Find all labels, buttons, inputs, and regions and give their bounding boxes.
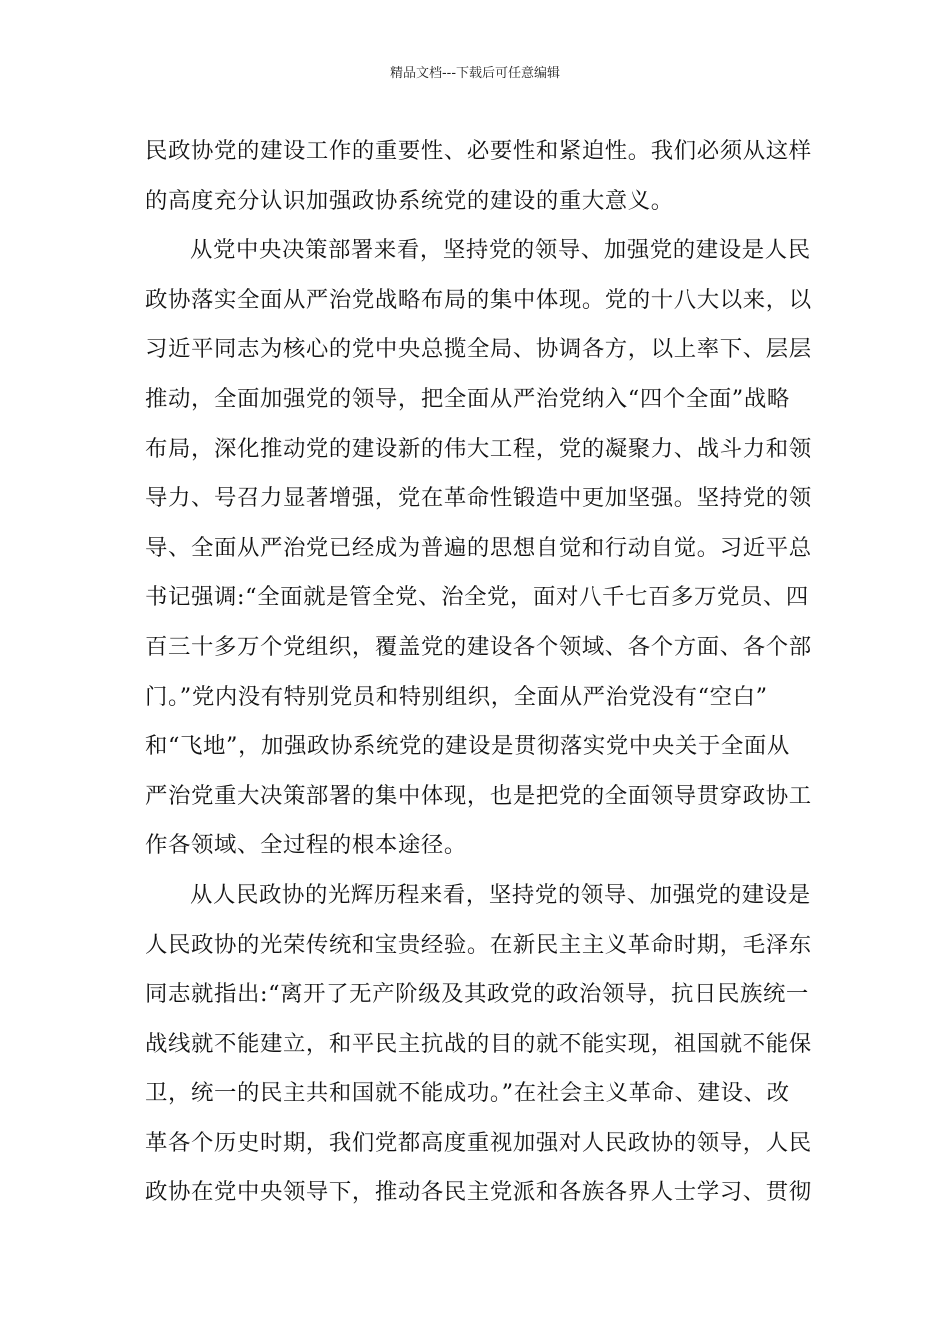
text-line: 作各领域、全过程的根本途径。 xyxy=(145,832,467,859)
text-line: 布局，深化推动党的建设新的伟大工程，党的凝聚力、战斗力和领 xyxy=(145,435,812,462)
text-line: 民政协党的建设工作的重要性、必要性和紧迫性。我们必须从这样 xyxy=(145,138,812,164)
document-body xyxy=(145,127,812,1218)
page-header: 精品文档---下载后可任意编辑 xyxy=(389,66,561,81)
text-line: 严治党重大决策部署的集中体现，也是把党的全面领导贯穿政协工 xyxy=(145,782,812,809)
text-line: 书记强调:“全面就是管全党、治全党，面对八千七百多万党员、四 xyxy=(145,584,809,611)
text-line: 卫，统一的民主共和国就不能成功。”在社会主义革命、建设、改 xyxy=(145,1080,790,1107)
text-line: 政协在党中央领导下，推动各民主党派和各族各界人士学习、贯彻 xyxy=(145,1179,812,1206)
text-line: 门。”党内没有特别党员和特别组织，全面从严治党没有“空白” xyxy=(145,683,768,710)
paragraph-start-line: 从党中央决策部署来看，坚持党的领导、加强党的建设是人民 xyxy=(190,237,811,264)
text-line: 战线就不能建立，和平民主抗战的目的就不能实现，祖国就不能保 xyxy=(145,1030,812,1057)
text-line: 百三十多万个党组织，覆盖党的建设各个领域、各个方面、各个部 xyxy=(145,633,812,660)
text-line: 政协落实全面从严治党战略布局的集中体现。党的十八大以来，以 xyxy=(145,286,812,313)
text-line: 导、全面从严治党已经成为普遍的思想自觉和行动自觉。习近平总 xyxy=(145,534,812,561)
text-line: 的高度充分认识加强政协系统党的建设的重大意义。 xyxy=(145,187,674,214)
text-line: 导力、号召力显著增强，党在革命性锻造中更加坚强。坚持党的领 xyxy=(145,485,812,512)
text-line: 人民政协的光荣传统和宝贵经验。在新民主主义革命时期，毛泽东 xyxy=(145,931,812,958)
text-line: 和“飞地”，加强政协系统党的建设是贯彻落实党中央关于全面从 xyxy=(145,733,790,760)
text-line: 推动，全面加强党的领导，把全面从严治党纳入“四个全面”战略 xyxy=(145,385,790,412)
text-line: 同志就指出:“离开了无产阶级及其政党的政治领导，抗日民族统一 xyxy=(145,981,809,1008)
text-line: 革各个历史时期，我们党都高度重视加强对人民政协的领导，人民 xyxy=(145,1129,812,1156)
text-line: 习近平同志为核心的党中央总揽全局、协调各方，以上率下、层层 xyxy=(145,336,812,363)
paragraph-start-line: 从人民政协的光辉历程来看，坚持党的领导、加强党的建设是 xyxy=(190,881,811,908)
